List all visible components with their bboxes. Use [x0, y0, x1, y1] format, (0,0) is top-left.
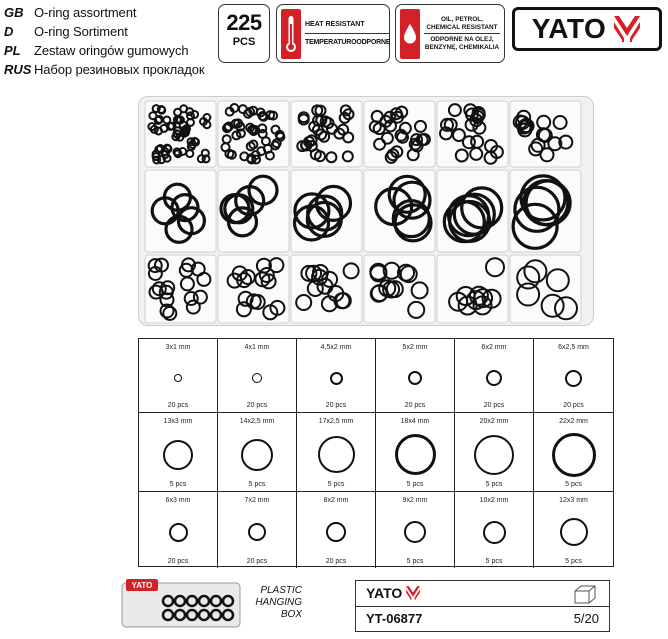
ring-quantity: 20 pcs — [404, 402, 426, 409]
svg-text:YATO: YATO — [131, 581, 153, 590]
language-code: RUS — [4, 62, 32, 77]
o-ring-icon — [318, 436, 355, 473]
spec-brand — [366, 585, 421, 601]
ring-quantity: 20 pcs — [563, 402, 584, 409]
o-ring-icon — [241, 439, 273, 471]
size-cell — [376, 492, 455, 568]
o-ring-icon — [552, 433, 596, 477]
o-ring-icon — [565, 370, 582, 387]
yato-emblem-icon — [405, 585, 421, 601]
o-ring-icon — [486, 370, 502, 386]
brand-wordmark: YATO — [531, 13, 607, 44]
size-cell — [455, 339, 534, 413]
ring-size: 4,5x2 mm — [320, 344, 352, 351]
ring-size: 13x3 mm — [163, 418, 193, 425]
size-table — [138, 338, 614, 567]
ring-size: 12x3 mm — [559, 497, 588, 504]
size-cell — [534, 492, 613, 568]
o-ring-icon — [330, 372, 343, 385]
language-title: Набор резиновых прокладок — [34, 62, 205, 77]
ring-quantity: 5 pcs — [248, 481, 266, 488]
ring-quantity: 20 pcs — [246, 558, 268, 565]
language-title: O-ring Sortiment — [34, 24, 128, 39]
size-cell — [376, 339, 455, 413]
drop-icon — [400, 9, 420, 59]
size-cell — [297, 413, 376, 492]
ring-size: 20x2 mm — [479, 418, 509, 425]
size-cell — [534, 339, 613, 413]
ring-size: 5x2 mm — [402, 344, 428, 351]
language-row — [4, 22, 226, 41]
size-cell — [534, 413, 613, 492]
size-cell — [455, 413, 534, 492]
language-row — [4, 41, 226, 60]
size-cell — [139, 492, 218, 568]
size-cell — [218, 339, 297, 413]
size-cell — [455, 492, 534, 568]
ring-quantity: 5 pcs — [406, 558, 424, 565]
ring-size: 10x2 mm — [479, 497, 509, 504]
package-quantity: 5/20 — [573, 611, 599, 626]
language-row — [4, 3, 226, 22]
oil-line-1: OIL, PETROL, CHEMICAL RESISTANT — [424, 16, 500, 34]
ring-quantity: 5 pcs — [565, 558, 582, 565]
oil-resistant-badge — [395, 4, 505, 63]
o-ring-icon — [163, 440, 193, 470]
ring-quantity: 20 pcs — [325, 402, 347, 409]
yato-emblem-icon — [612, 14, 642, 44]
packaging-type: PLASTIC HANGING BOX — [255, 585, 302, 620]
brand-logo — [512, 7, 662, 51]
hanging-box-thumbnail — [118, 577, 244, 633]
o-ring-icon — [169, 523, 188, 542]
o-ring-icon — [483, 521, 506, 544]
size-cell — [139, 339, 218, 413]
piece-unit: PCS — [232, 36, 256, 48]
language-list — [4, 3, 226, 79]
o-ring-icon — [248, 523, 266, 541]
ring-quantity: 20 pcs — [167, 558, 189, 565]
ring-quantity: 5 pcs — [327, 481, 345, 488]
size-cell — [297, 339, 376, 413]
ring-quantity: 5 pcs — [169, 481, 187, 488]
ring-quantity: 20 pcs — [246, 402, 268, 409]
product-spec-box — [355, 580, 610, 632]
size-cell — [139, 413, 218, 492]
ring-quantity: 5 pcs — [406, 481, 424, 488]
o-ring-icon — [474, 435, 514, 475]
ring-size: 14x2,5 mm — [239, 418, 275, 425]
o-ring-icon — [252, 373, 262, 383]
heat-line-1: HEAT RESISTANT — [305, 21, 390, 34]
ring-size: 4x1 mm — [244, 344, 270, 351]
package-box-icon — [573, 584, 597, 604]
language-title: O-ring assortment — [34, 5, 137, 20]
size-cell — [297, 492, 376, 568]
ring-quantity: 5 pcs — [485, 558, 503, 565]
ring-size: 22x2 mm — [559, 418, 588, 425]
ring-quantity: 20 pcs — [483, 402, 505, 409]
language-title: Zestaw oringów gumowych — [34, 43, 189, 58]
ring-size: 9x2 mm — [402, 497, 428, 504]
o-ring-icon — [560, 518, 588, 546]
language-row — [4, 60, 226, 79]
piece-count-badge — [218, 4, 270, 63]
o-ring-icon — [404, 521, 426, 543]
o-ring-icon — [408, 371, 422, 385]
ring-size: 8x2 mm — [323, 497, 349, 504]
heat-resistant-badge — [276, 4, 390, 63]
spec-brand-name: YATO — [366, 585, 403, 601]
language-code: D — [4, 24, 14, 39]
ring-size: 6x3 mm — [165, 497, 191, 504]
ring-size: 18x4 mm — [400, 418, 430, 425]
ring-quantity: 5 pcs — [565, 481, 582, 488]
thermometer-icon — [281, 9, 301, 59]
ring-quantity: 20 pcs — [325, 558, 347, 565]
product-code: YT-06877 — [366, 611, 423, 626]
heat-line-2: TEMPERATUROODPORNE — [305, 39, 391, 46]
o-ring-icon — [326, 522, 346, 542]
o-ring-icon — [174, 374, 182, 382]
size-cell — [218, 413, 297, 492]
language-code: PL — [4, 43, 21, 58]
oil-line-2: ODPORNE NA OLEJ, BENZYNĘ, CHEMIKALIA — [424, 36, 500, 51]
ring-size: 3x1 mm — [165, 344, 191, 351]
language-code: GB — [4, 5, 24, 20]
ring-size: 6x2 mm — [481, 344, 507, 351]
product-photo — [138, 96, 594, 326]
size-cell — [376, 413, 455, 492]
ring-size: 7x2 mm — [244, 497, 270, 504]
ring-quantity: 20 pcs — [167, 402, 189, 409]
piece-count: 225 — [226, 10, 262, 35]
size-cell — [218, 492, 297, 568]
o-ring-icon — [395, 434, 436, 475]
ring-size: 6x2,5 mm — [558, 344, 589, 351]
ring-size: 17x2,5 mm — [318, 418, 354, 425]
ring-quantity: 5 pcs — [485, 481, 503, 488]
